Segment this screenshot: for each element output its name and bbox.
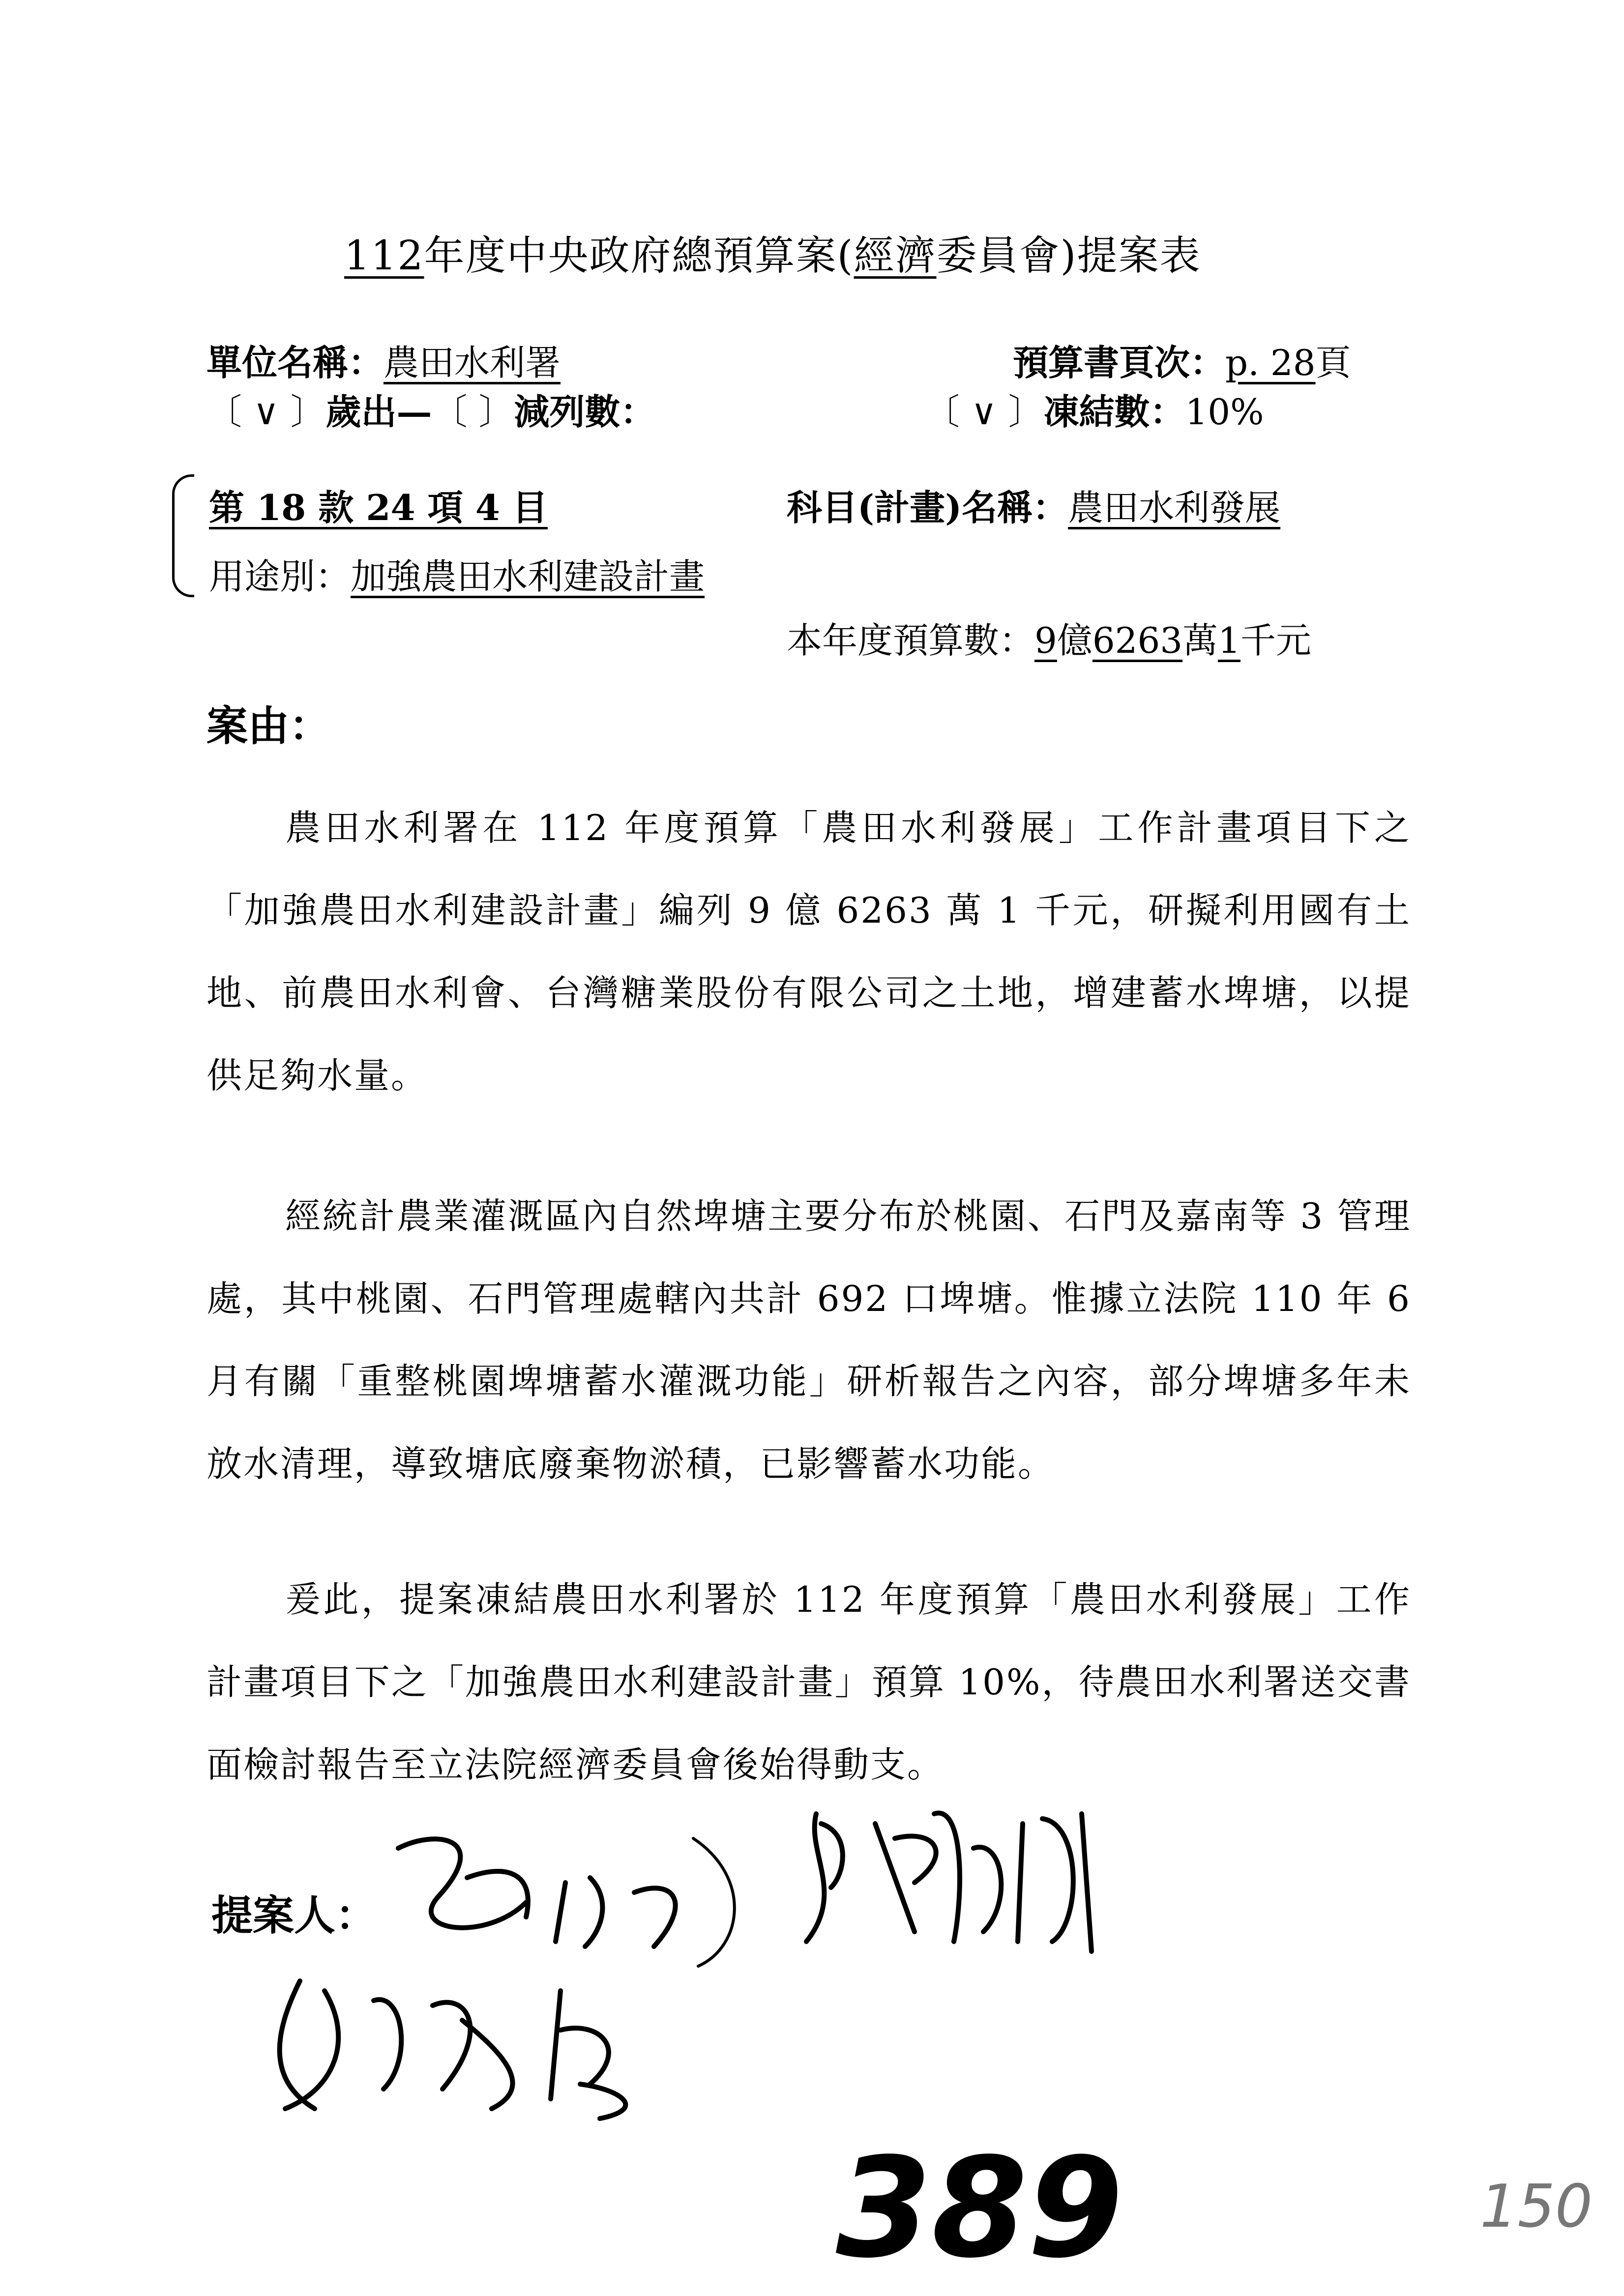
amount-label: 本年度預算數： [787, 620, 1035, 661]
subject-label: 科目(計畫)名稱： [787, 487, 1068, 528]
freeze-check-field [924, 383, 1264, 435]
amount-v1: 9 [1034, 620, 1057, 661]
title-committee: 經濟 [854, 233, 937, 279]
page-ref-field [1013, 334, 1351, 385]
title-tail: 委員會)提案表 [936, 233, 1201, 279]
signature-2 [787, 1794, 1141, 1961]
amount-u1: 億 [1057, 620, 1093, 661]
reason-heading: 案由： [207, 701, 331, 750]
check3-text: 凍結數： [1043, 391, 1185, 433]
expenditure-check-field [207, 383, 655, 435]
title-mid: 年度中央政府總預算案( [424, 233, 854, 279]
budget-amount [787, 612, 1311, 663]
handwritten-page-number: 389 [836, 2128, 1123, 2289]
usage-label: 用途別： [209, 556, 351, 597]
section-value: 第 18 款 24 項 4 目 [209, 487, 548, 528]
document-title [344, 224, 1201, 281]
proposer-label: 提案人： [211, 1891, 377, 1940]
budget-section [209, 479, 548, 530]
check2-text: 減列數： [514, 391, 656, 433]
signature-1 [379, 1819, 772, 1976]
corner-page-number: 150 [1480, 2173, 1593, 2241]
subject-value: 農田水利發展 [1068, 487, 1281, 528]
reason-paragraph-2: 經統計農業灌溉區內自然埤塘主要分布於桃園、石門及嘉南等 3 管理處，其中桃園、石門管理處轄內共計 692 口埤塘。惟據立法院 110 年 6 月有關「重整桃園埤塘蓄水灌溉功能」研析報告之內容，部分埤塘多年未放水清理，導致塘底廢棄物淤積，已影響蓄水功能。 [207, 1195, 1411, 1484]
reason-paragraph-3: 爰此，提案凍結農田水利署於 112 年度預算「農田水利發展」工作計畫項目下之「加強農田水利建設計畫」預算 10%，待農田水利署送交書面檢討報告至立法院經濟委員會後始得動支。 [207, 1579, 1411, 1785]
check3-box: 〔 ∨ 〕 [924, 391, 1044, 433]
check2-box: 〔 〕 [432, 391, 514, 433]
check1-text: 歲出— [325, 391, 432, 433]
unit-value: 農田水利署 [384, 342, 561, 383]
unit-label: 單位名稱： [207, 342, 384, 383]
check1-box: 〔 ∨ 〕 [207, 391, 326, 433]
amount-v3: 1 [1218, 620, 1240, 661]
page-label: 預算書頁次： [1013, 342, 1226, 383]
reason-paragraph-1: 農田水利署在 112 年度預算「農田水利發展」工作計畫項目下之「加強農田水利建設計畫」編列 9 億 6263 萬 1 千元，研擬利用國有土地、前農田水利會、台灣糖業股份有限公司之土地，增建蓄水埤塘，以提供足夠水量。 [207, 807, 1411, 1096]
subject-field [787, 479, 1280, 530]
page-suffix: 頁 [1315, 342, 1351, 383]
usage-value: 加強農田水利建設計畫 [351, 556, 705, 597]
amount-u3: 千元 [1240, 620, 1311, 661]
amount-u2: 萬 [1182, 620, 1218, 661]
signature-3 [256, 1961, 679, 2123]
page-value: p. 28 [1225, 342, 1316, 383]
unit-name-field [207, 334, 561, 385]
title-year: 112 [344, 233, 424, 279]
bracket-line [172, 474, 194, 597]
amount-v2: 6263 [1092, 620, 1183, 661]
freeze-value: 10% [1185, 391, 1264, 433]
usage-field [209, 548, 705, 599]
